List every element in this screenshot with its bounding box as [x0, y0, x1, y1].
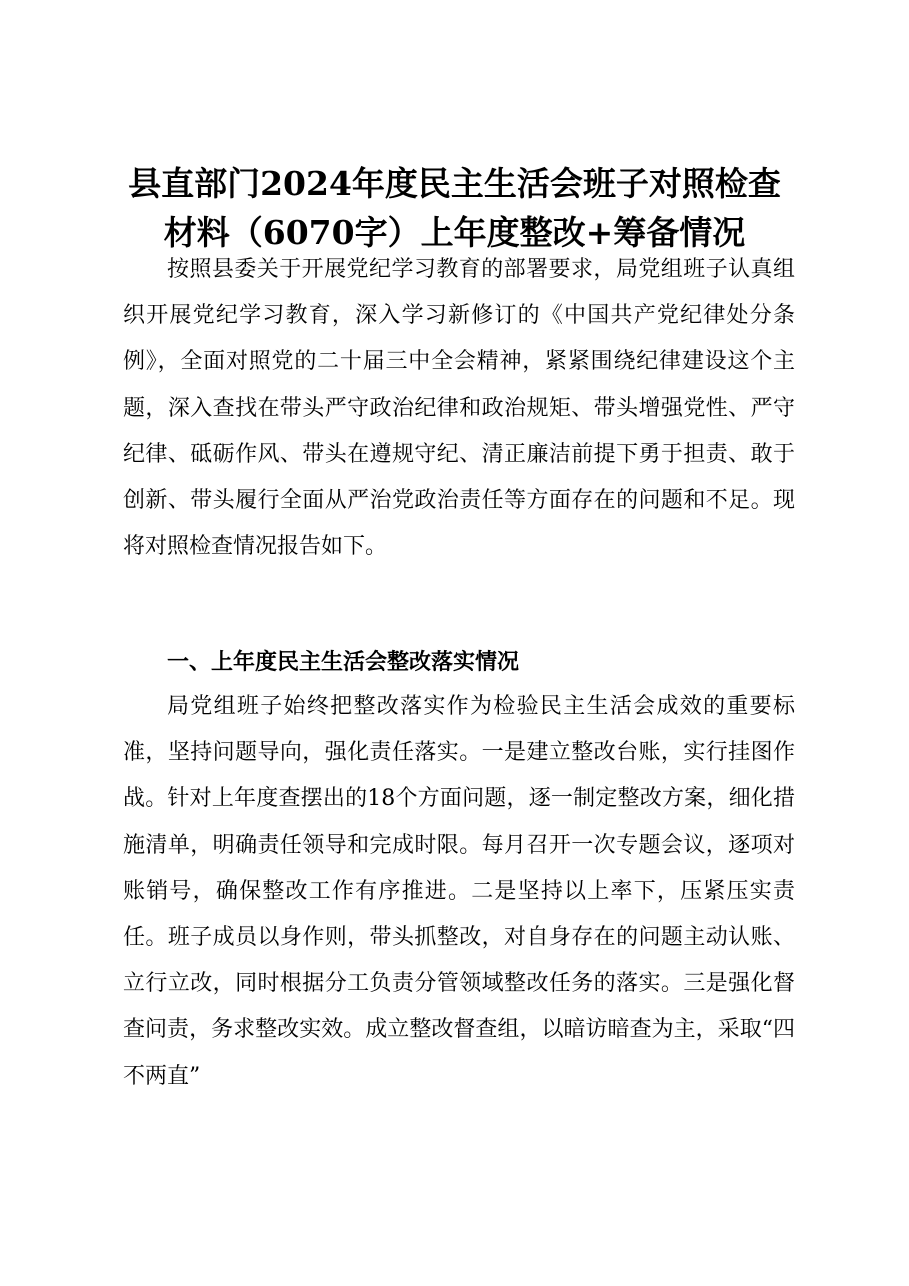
intro-paragraph: 按照县委关于开展党纪学习教育的部署要求，局党组班子认真组织开展党纪学习教育，深入学习新修订的《中国共产党纪律处分条例》，全面对照党的二十届三中全会精神，紧紧围绕纪律建设这个主题，深入查找在带头严守政治纪律和政治规矩、带头增强党性、严守纪律、砥砺作风、带头在遵规守纪、清正廉洁前提下勇于担责、敢于创新、带头履行全面从严治党政治责任等方面存在的问题和不足。现将对照检查情况报告如下。	[123, 257, 795, 560]
document-title-line-1: 县直部门2024年度民主生活会班子对照检查	[128, 164, 781, 203]
section-heading-1: 一、上年度民主生活会整改落实情况	[167, 650, 520, 675]
document-title-line-2: 材料（6070字）上年度整改+筹备情况	[163, 213, 746, 252]
section-1-paragraph: 局党组班子始终把整改落实作为检验民主生活会成效的重要标准，坚持问题导向，强化责任落实。一是建立整改台账，实行挂图作战。针对上年度查摆出的18个方面问题，逐一制定整改方案，细化措施清单，明确责任领导和完成时限。每月召开一次专题会议，逐项对账销号，确保整改工作有序推进。二是坚持以上率下，压紧压实责任。班子成员以身作则，带头抓整改，对自身存在的问题主动认账、立行立改，同时根据分工负责分管领域整改任务的落实。三是强化督查问责，务求整改实效。成立整改督查组，以暗访暗查为主，采取“四不两直”	[123, 694, 795, 1089]
